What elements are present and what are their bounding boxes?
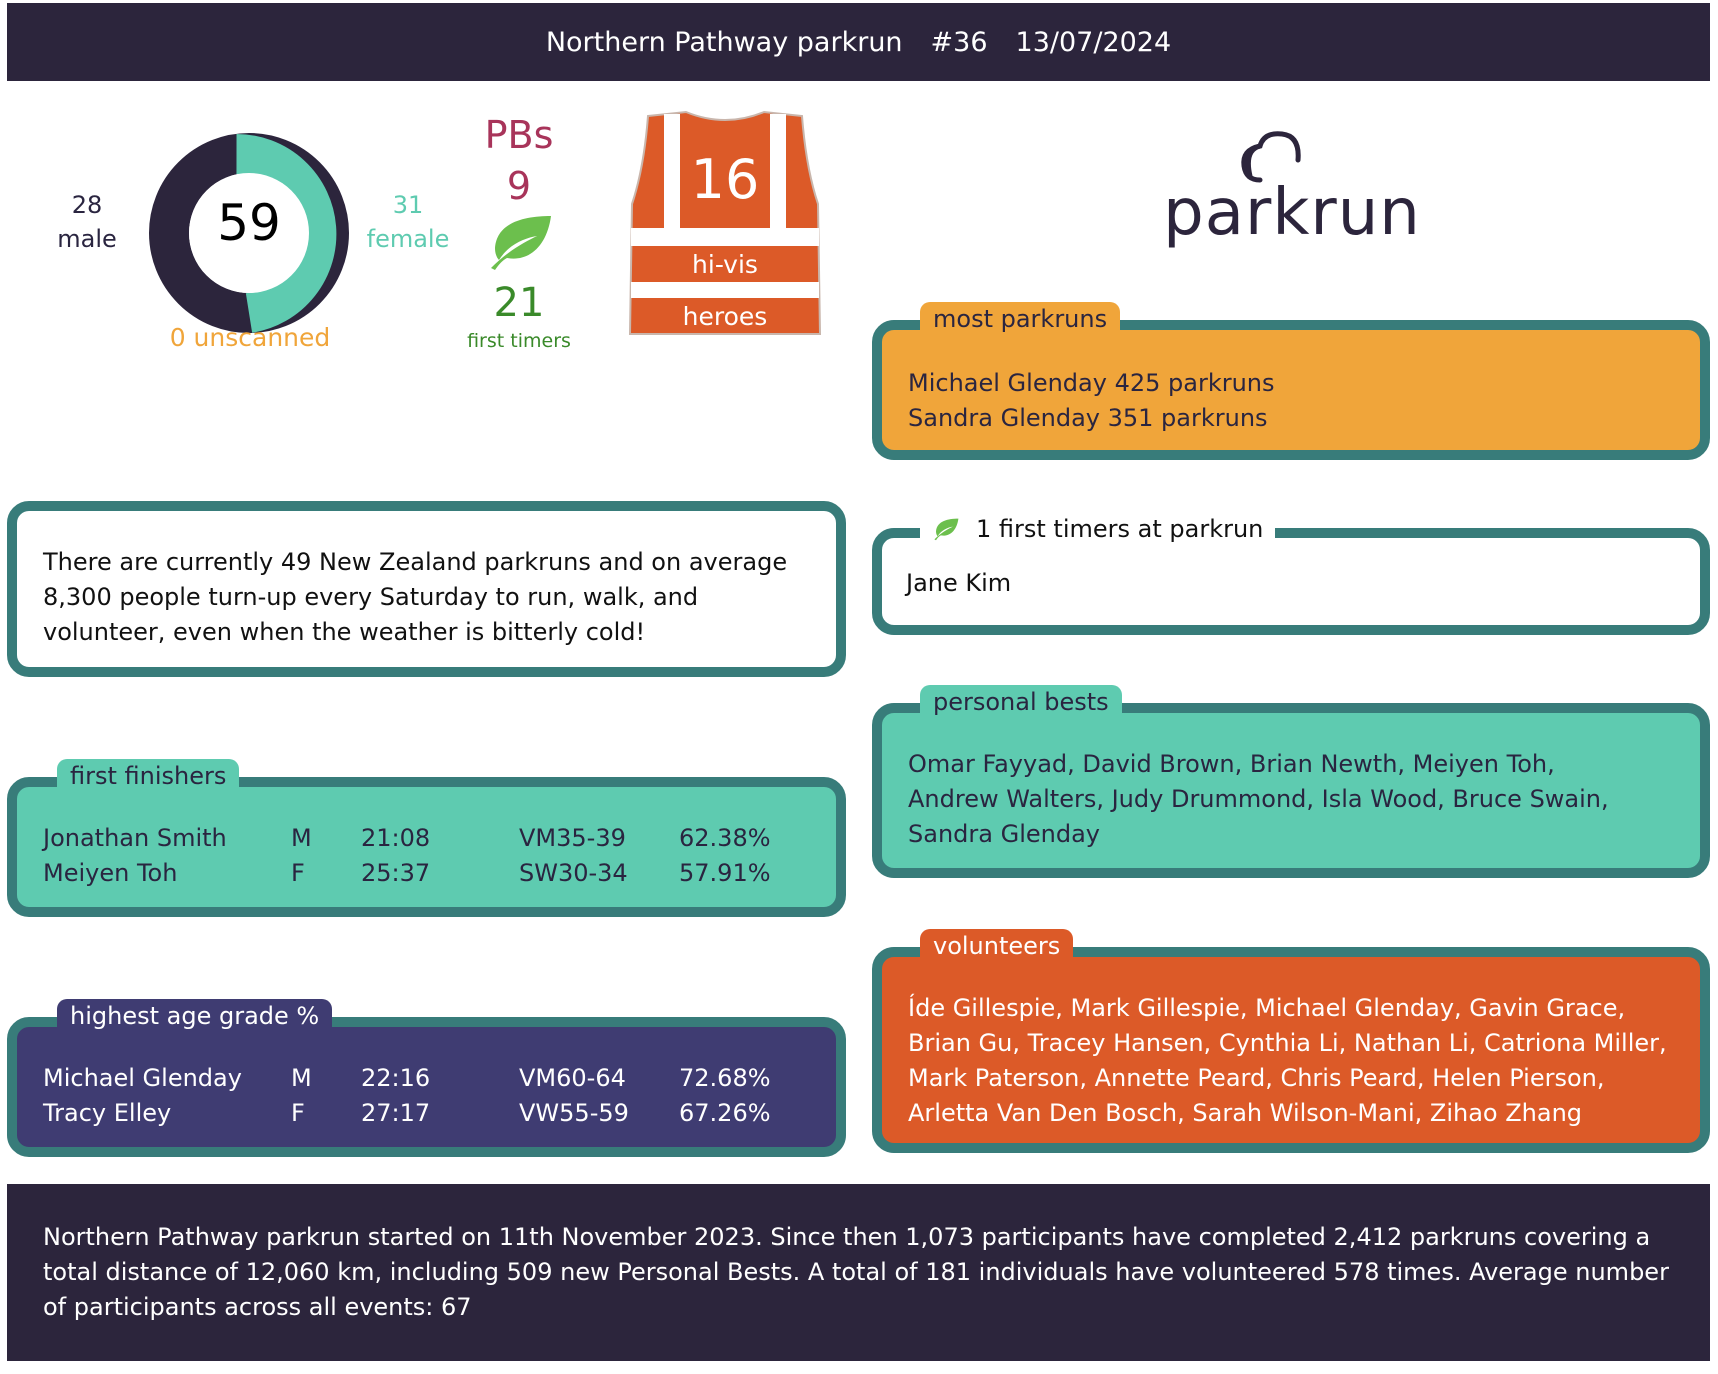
most-parkruns-item: Michael Glenday 425 parkruns: [908, 369, 1275, 397]
finisher-time: 25:37: [361, 859, 431, 887]
info-box: [7, 501, 846, 677]
first-timers-title: [920, 512, 1275, 546]
male-label: male: [57, 225, 117, 253]
event-number: #36: [930, 26, 988, 58]
runner-category: VW55-59: [519, 1099, 629, 1127]
runner-name: Michael Glenday: [43, 1064, 242, 1092]
total-participants: 59: [217, 194, 281, 252]
parkrun-wordmark: parkrun: [1163, 176, 1421, 250]
table-row: [43, 1061, 816, 1096]
runner-age-grade: 67.26%: [679, 1099, 771, 1127]
highest-age-grade-box: [7, 1017, 846, 1157]
finisher-age-grade: 62.38%: [679, 824, 771, 852]
finisher-gender: M: [291, 824, 312, 852]
footer-text: Northern Pathway parkrun started on 11th November 2023. Since then 1,073 participants have completed 2,412 parkruns covering a total distance of 12,060 km, including 509 new Personal Bests. A total of 181 individuals have volunteered 578 times. Average number of participants across all events: 67: [43, 1223, 1669, 1321]
heroes-label: heroes: [682, 302, 768, 331]
runner-gender: M: [291, 1064, 312, 1092]
volunteers-count: 16: [690, 148, 760, 211]
runner-time: 22:16: [361, 1064, 431, 1092]
unscanned-count: 0 unscanned: [169, 323, 331, 352]
finisher-name: Jonathan Smith: [43, 824, 227, 852]
finisher-age-grade: 57.91%: [679, 859, 771, 887]
finisher-category: SW30-34: [519, 859, 628, 887]
first-timers-title-text: 1 first timers at parkrun: [976, 515, 1264, 543]
first-timers-label: first timers: [467, 330, 571, 352]
table-row: [43, 856, 816, 891]
leaf-icon: [932, 517, 960, 541]
volunteers-title: volunteers: [920, 929, 1073, 959]
female-label: female: [366, 225, 450, 253]
female-count: 31: [392, 191, 424, 219]
runner-time: 27:17: [361, 1099, 431, 1127]
runner-age-grade: 72.68%: [679, 1064, 771, 1092]
event-name: Northern Pathway parkrun: [545, 26, 903, 58]
table-row: [43, 821, 816, 856]
first-finishers-table: [43, 821, 816, 891]
male-stat: [50, 188, 124, 256]
event-date: 13/07/2024: [1015, 26, 1172, 58]
most-parkruns-title: most parkruns: [920, 302, 1120, 332]
first-timers-names: Jane Kim: [906, 569, 1012, 597]
runner-name: Tracy Elley: [43, 1099, 172, 1127]
female-stat: [360, 188, 456, 256]
volunteers-box: [872, 947, 1710, 1153]
pbs-count: 9: [506, 164, 532, 208]
runner-category: VM60-64: [519, 1064, 626, 1092]
personal-bests-box: [872, 703, 1710, 878]
finisher-time: 21:08: [361, 824, 431, 852]
first-finishers-title: first finishers: [57, 759, 239, 789]
finisher-name: Meiyen Toh: [43, 859, 178, 887]
highest-age-grade-table: [43, 1061, 816, 1131]
finisher-gender: F: [291, 859, 305, 887]
first-finishers-box: [7, 777, 846, 917]
first-timers-count: 21: [493, 280, 545, 326]
male-count: 28: [71, 191, 103, 219]
finisher-category: VM35-39: [519, 824, 626, 852]
table-row: [43, 1096, 816, 1131]
personal-bests-names: Omar Fayyad, David Brown, Brian Newth, Meiyen Toh, Andrew Walters, Judy Drummond, Isla Wood, Bruce Swain, Sandra Glenday: [908, 750, 1609, 848]
personal-bests-title: personal bests: [920, 685, 1122, 715]
most-parkruns-box: [872, 320, 1710, 460]
pbs-label: PBs: [484, 113, 554, 157]
highest-age-grade-title: highest age grade %: [57, 999, 332, 1029]
runner-gender: F: [291, 1099, 305, 1127]
leaf-icon: [485, 214, 555, 270]
page-header: [7, 3, 1710, 81]
parkrun-logo: [1160, 130, 1424, 256]
info-text: There are currently 49 New Zealand parkruns and on average 8,300 people turn-up every Saturday to run, walk, and volunteer, even when the weather is bitterly cold!: [43, 548, 788, 646]
footer-summary: [7, 1184, 1710, 1361]
volunteers-names: Íde Gillespie, Mark Gillespie, Michael Glenday, Gavin Grace, Brian Gu, Tracey Hansen, Cynthia Li, Nathan Li, Catriona Miller, Mark Paterson, Annette Peard, Chris Peard, Helen Pierson, Arletta Van Den Bosch, Sarah Wilson-Mani, Zihao Zhang: [908, 994, 1667, 1127]
most-parkruns-item: Sandra Glenday 351 parkruns: [908, 404, 1268, 432]
hi-vis-label: hi-vis: [692, 250, 758, 279]
